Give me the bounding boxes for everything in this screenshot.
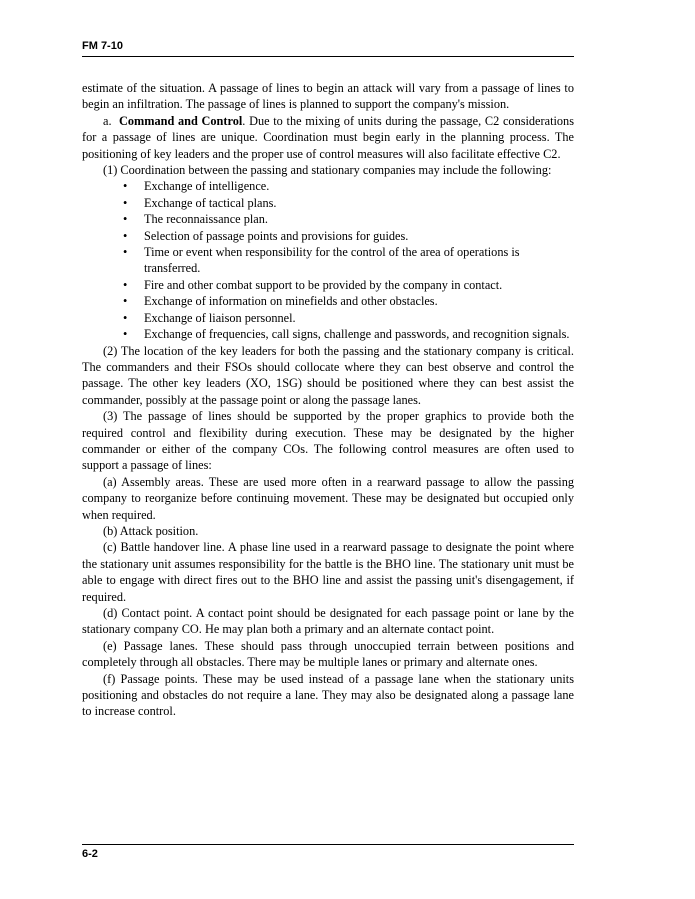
- bullet-icon: •: [123, 179, 128, 194]
- bullet-icon: •: [123, 212, 128, 227]
- paragraph-label: a.: [103, 113, 112, 128]
- paragraph-continuation: estimate of the situation. A passage of lines to begin an attack will vary from a passage of lines to begin an infiltration. The passage of lines is planned to support the company's mission.: [82, 81, 574, 112]
- paragraph-key-leaders: (2) The location of the key leaders for both the passing and the stationary company is critical. The commanders and their FSOs should collocate where they can best observe and control the passage. The other key leaders (XO, 1SG) should be positioned where they can best assist the commander, possibly at the passage point or along the passage lanes.: [82, 343, 574, 407]
- list-item: • Selection of passage points and provisions for guides.: [123, 228, 409, 243]
- running-head: FM 7-10: [82, 40, 123, 52]
- list-item: • Time or event when responsibility for the control of the area of operations is transferred.: [123, 245, 520, 276]
- paragraph-attack-position: (b) Attack position.: [103, 523, 199, 538]
- paragraph-contact-point: (d) Contact point. A contact point should be designated for each passage point or lane by the stationary company CO. He may plan both a primary and an alternate contact point.: [82, 606, 574, 637]
- list-item: • The reconnaissance plan.: [123, 212, 268, 227]
- paragraph-command-and-control: [82, 113, 574, 162]
- coordination-list: [82, 178, 574, 342]
- bullet-icon: •: [123, 327, 128, 342]
- bullet-icon: •: [123, 195, 128, 210]
- list-item: • Exchange of liaison personnel.: [123, 310, 296, 325]
- section-heading: Command and Control: [118, 113, 243, 128]
- paragraph-text: . Due to the mixing of units during the passage, C2 considerations for a passage of lines are unique. Coordination must begin early in the planning process. The positioning of key leaders and the proper use of control measures will also facilitate effective C2.: [82, 113, 574, 161]
- bullet-icon: •: [123, 294, 128, 309]
- footer-rule: [82, 844, 574, 845]
- body-text: [82, 80, 574, 720]
- paragraph-assembly-areas: (a) Assembly areas. These are used more often in a rearward passage to allow the passing company to reorganize before continuing movement. These may be designated but occupied only when required.: [82, 474, 574, 522]
- bullet-icon: •: [123, 310, 128, 325]
- paragraph-passage-lanes: (e) Passage lanes. These should pass through unoccupied terrain between positions and completely through all obstacles. There may be multiple lanes or primary and alternate ones.: [82, 638, 574, 670]
- header-rule: [82, 56, 574, 57]
- paragraph-passage-points: (f) Passage points. These may be used instead of a passage lane when the stationary units positioning and obstacles do not require a lane. They may also be designated along a passage lane to increase control.: [82, 671, 574, 719]
- list-item: • Exchange of information on minefields and other obstacles.: [123, 294, 438, 309]
- page-number: 6-2: [82, 848, 98, 860]
- paragraph-battle-handover-line: (c) Battle handover line. A phase line used in a rearward passage to designate the point where the stationary unit assumes responsibility for the battle is the BHO line. The stationary unit must be able to engage with direct fires out to the BHO line and assist the passing unit's disengagement, if required.: [82, 540, 574, 604]
- bullet-icon: •: [123, 245, 128, 260]
- list-item: • Fire and other combat support to be provided by the company in contact.: [123, 277, 503, 292]
- bullet-icon: •: [123, 277, 128, 292]
- list-item: • Exchange of tactical plans.: [123, 195, 277, 210]
- list-item: • Exchange of frequencies, call signs, challenge and passwords, and recognition signals.: [123, 327, 570, 342]
- bullet-icon: •: [123, 228, 128, 243]
- paragraph-coordination: (1) Coordination between the passing and stationary companies may include the following:: [103, 163, 552, 178]
- list-item: • Exchange of intelligence.: [123, 179, 270, 194]
- paragraph-graphics: (3) The passage of lines should be supported by the proper graphics to provide both the required control and flexibility during execution. These may be designated by the higher commander or either of the company COs. The following control measures are often used to support a passage of lines:: [82, 409, 574, 473]
